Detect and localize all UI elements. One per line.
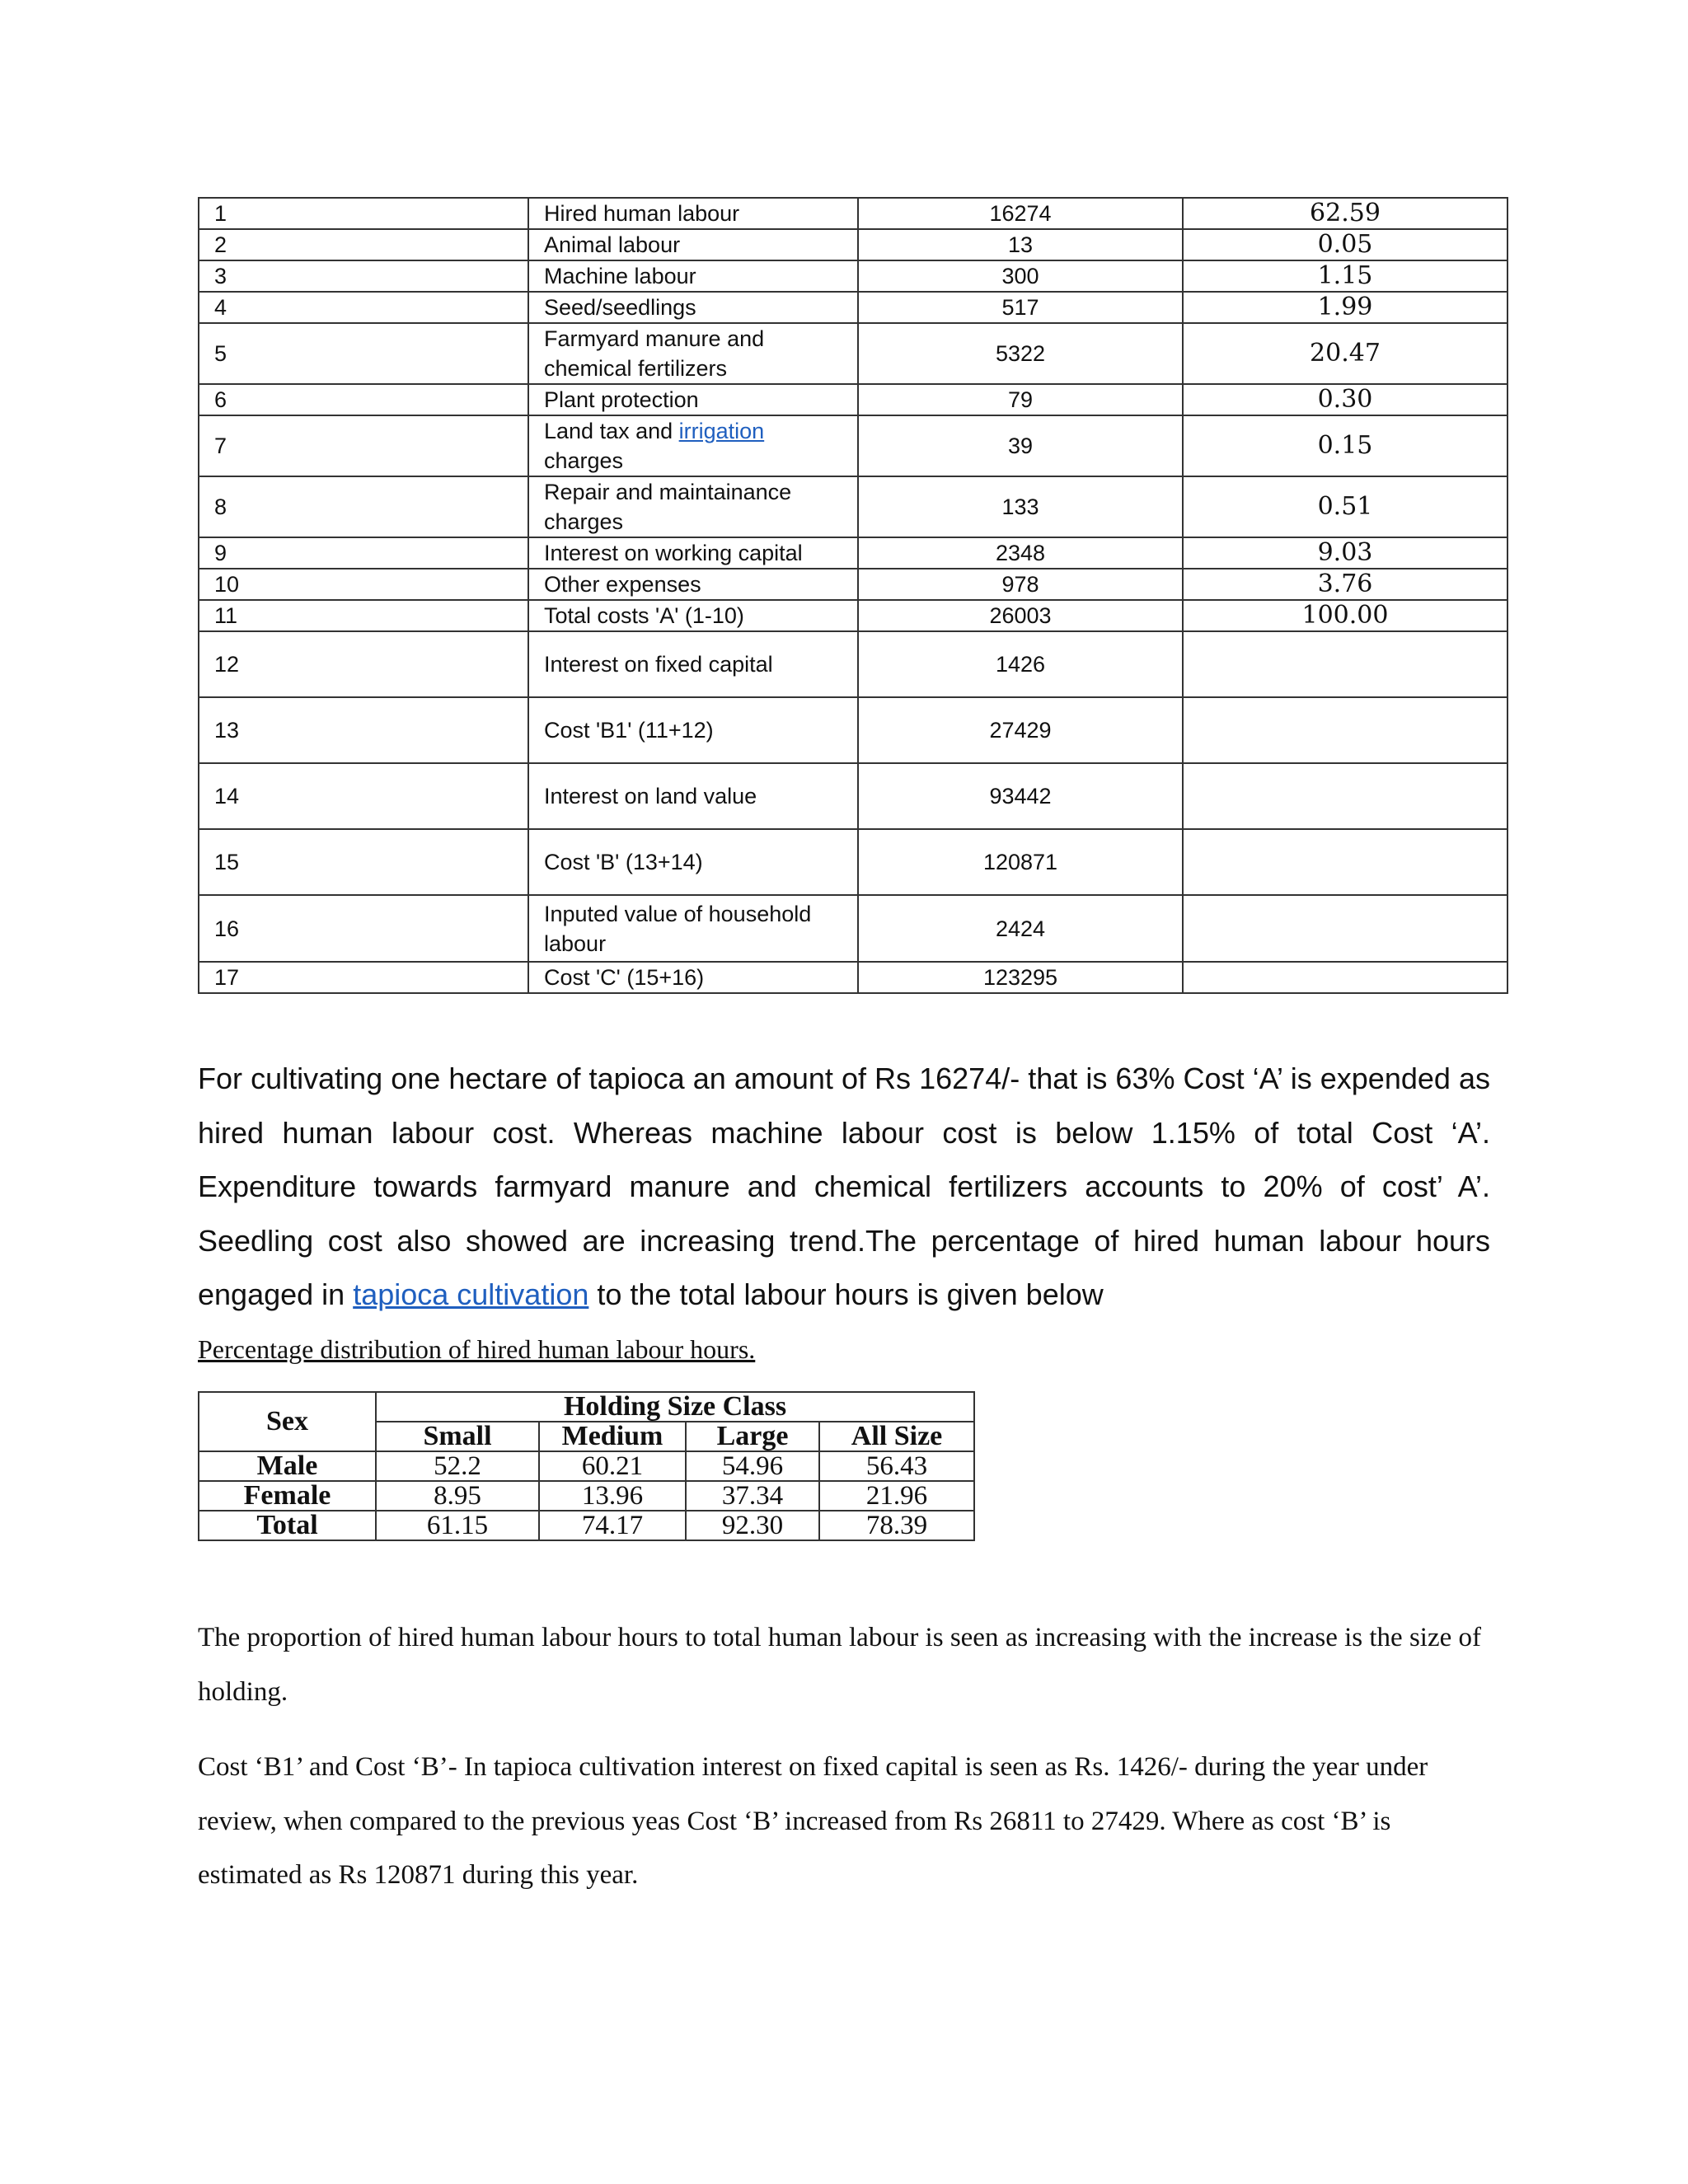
table-cell: 60.21 <box>539 1451 686 1481</box>
cost-item: Cost 'C' (15+16) <box>528 962 858 993</box>
cost-value: 5322 <box>858 323 1183 384</box>
table-row <box>199 476 1507 537</box>
cost-item: Interest on fixed capital <box>528 631 858 697</box>
table-cell: 52.2 <box>376 1451 539 1481</box>
cost-value: 13 <box>858 229 1183 260</box>
table-row <box>199 697 1507 763</box>
cost-percentage: 3.76 <box>1183 569 1507 600</box>
serial-number: 1 <box>199 198 528 229</box>
cost-item-prefix: Land tax and <box>544 419 679 443</box>
table-row <box>199 763 1507 829</box>
cost-percentage <box>1183 763 1507 829</box>
cost-value: 123295 <box>858 962 1183 993</box>
serial-number: 12 <box>199 631 528 697</box>
cost-item: Repair and maintainance charges <box>528 476 858 537</box>
cost-percentage: 0.05 <box>1183 229 1507 260</box>
serial-number: 4 <box>199 292 528 323</box>
serial-number: 3 <box>199 260 528 292</box>
cost-percentage <box>1183 697 1507 763</box>
table-row <box>199 292 1507 323</box>
serial-number: 15 <box>199 829 528 895</box>
body-paragraph: Cost ‘B1’ and Cost ‘B’- In tapioca cultivation interest on fixed capital is seen as Rs. 1426/- during the year under review, when compared to the previous yeas Cost ‘B’ increased from Rs 26811 to 27429. Where as cost ‘B’ is estimated as Rs 120871 during this year. <box>198 1752 1428 1890</box>
table-row <box>199 1451 974 1481</box>
labour-table <box>198 1391 975 1541</box>
cost-item <box>528 415 858 476</box>
cost-value: 133 <box>858 476 1183 537</box>
table-cell: 78.39 <box>819 1511 974 1540</box>
serial-number: 10 <box>199 569 528 600</box>
cost-percentage <box>1183 631 1507 697</box>
cost-value: 93442 <box>858 763 1183 829</box>
table-row <box>199 600 1507 631</box>
cost-item: Other expenses <box>528 569 858 600</box>
irrigation-link[interactable]: irrigation <box>678 419 765 443</box>
holding-size-header: Holding Size Class <box>376 1392 974 1422</box>
cost-percentage <box>1183 962 1507 993</box>
cost-value: 2348 <box>858 537 1183 569</box>
table-cell: 92.30 <box>686 1511 819 1540</box>
table-row <box>199 829 1507 895</box>
serial-number: 2 <box>199 229 528 260</box>
cost-percentage: 0.15 <box>1183 415 1507 476</box>
cost-value: 26003 <box>858 600 1183 631</box>
cost-table <box>198 197 1508 994</box>
cost-item: Seed/seedlings <box>528 292 858 323</box>
serial-number: 8 <box>199 476 528 537</box>
table-header-row <box>199 1392 974 1422</box>
table-row <box>199 962 1507 993</box>
cost-item-suffix: charges <box>544 448 624 473</box>
table-row <box>199 537 1507 569</box>
row-label: Total <box>199 1511 376 1540</box>
cost-percentage: 0.30 <box>1183 384 1507 415</box>
row-label: Female <box>199 1481 376 1511</box>
cost-item: Hired human labour <box>528 198 858 229</box>
table-cell: 13.96 <box>539 1481 686 1511</box>
serial-number: 11 <box>199 600 528 631</box>
tapioca-cultivation-link[interactable]: tapioca cultivation <box>353 1277 589 1311</box>
cost-value: 27429 <box>858 697 1183 763</box>
table-row <box>199 260 1507 292</box>
column-header: Large <box>686 1422 819 1451</box>
serial-number: 16 <box>199 895 528 962</box>
serial-number: 13 <box>199 697 528 763</box>
body-paragraph: The proportion of hired human labour hours to total human labour is seen as increasing with the increase is the size of holding. <box>198 1623 1481 1707</box>
cost-item: Cost 'B1' (11+12) <box>528 697 858 763</box>
table-cell: 61.15 <box>376 1511 539 1540</box>
serial-number: 5 <box>199 323 528 384</box>
cost-item: Total costs 'A' (1-10) <box>528 600 858 631</box>
column-header: Small <box>376 1422 539 1451</box>
cost-percentage <box>1183 895 1507 962</box>
cost-value: 120871 <box>858 829 1183 895</box>
table-cell: 74.17 <box>539 1511 686 1540</box>
table-row <box>199 323 1507 384</box>
paragraph-text: to the total labour hours is given below <box>588 1277 1104 1311</box>
cost-item: Interest on working capital <box>528 537 858 569</box>
table-cell: 8.95 <box>376 1481 539 1511</box>
table-cell: 56.43 <box>819 1451 974 1481</box>
cost-percentage: 62.59 <box>1183 198 1507 229</box>
cost-value: 2424 <box>858 895 1183 962</box>
table-row <box>199 384 1507 415</box>
serial-number: 9 <box>199 537 528 569</box>
table-row <box>199 1481 974 1511</box>
row-label: Male <box>199 1451 376 1481</box>
table-caption: Percentage distribution of hired human labour hours. <box>198 1334 756 1364</box>
cost-percentage: 20.47 <box>1183 323 1507 384</box>
table-row <box>199 895 1507 962</box>
table-row <box>199 229 1507 260</box>
cost-value: 1426 <box>858 631 1183 697</box>
cost-percentage: 0.51 <box>1183 476 1507 537</box>
serial-number: 17 <box>199 962 528 993</box>
table-row <box>199 631 1507 697</box>
paragraph-text: For cultivating one hectare of tapioca an amount of Rs 16274/- that is 63% Cost ‘A’ is expended as hired human labour cost. Whereas machine labour cost is below 1.15% of total Cost ‘A’. Expenditure towards farmyard manure and chemical fertilizers accounts to 20% of cost’ A’. Seedling cost also showed are increasing trend.The percentage of hired human labour hours engaged in <box>198 1062 1490 1311</box>
cost-value: 16274 <box>858 198 1183 229</box>
table-cell: 21.96 <box>819 1481 974 1511</box>
cost-item: Inputed value of household labour <box>528 895 858 962</box>
table-cell: 54.96 <box>686 1451 819 1481</box>
cost-item: Interest on land value <box>528 763 858 829</box>
cost-percentage <box>1183 829 1507 895</box>
table-row <box>199 198 1507 229</box>
cost-value: 39 <box>858 415 1183 476</box>
cost-value: 517 <box>858 292 1183 323</box>
sex-header: Sex <box>199 1392 376 1451</box>
serial-number: 14 <box>199 763 528 829</box>
cost-value: 978 <box>858 569 1183 600</box>
cost-item: Cost 'B' (13+14) <box>528 829 858 895</box>
table-cell: 37.34 <box>686 1481 819 1511</box>
cost-percentage: 1.15 <box>1183 260 1507 292</box>
cost-percentage: 9.03 <box>1183 537 1507 569</box>
table-row <box>199 1511 974 1540</box>
cost-value: 79 <box>858 384 1183 415</box>
cost-item: Plant protection <box>528 384 858 415</box>
cost-item: Farmyard manure and chemical fertilizers <box>528 323 858 384</box>
cost-value: 300 <box>858 260 1183 292</box>
cost-percentage: 1.99 <box>1183 292 1507 323</box>
cost-percentage: 100.00 <box>1183 600 1507 631</box>
table-row <box>199 415 1507 476</box>
column-header: Medium <box>539 1422 686 1451</box>
column-header: All Size <box>819 1422 974 1451</box>
cost-item: Animal labour <box>528 229 858 260</box>
body-paragraph <box>198 1052 1490 1322</box>
serial-number: 7 <box>199 415 528 476</box>
cost-item: Machine labour <box>528 260 858 292</box>
serial-number: 6 <box>199 384 528 415</box>
table-row <box>199 569 1507 600</box>
